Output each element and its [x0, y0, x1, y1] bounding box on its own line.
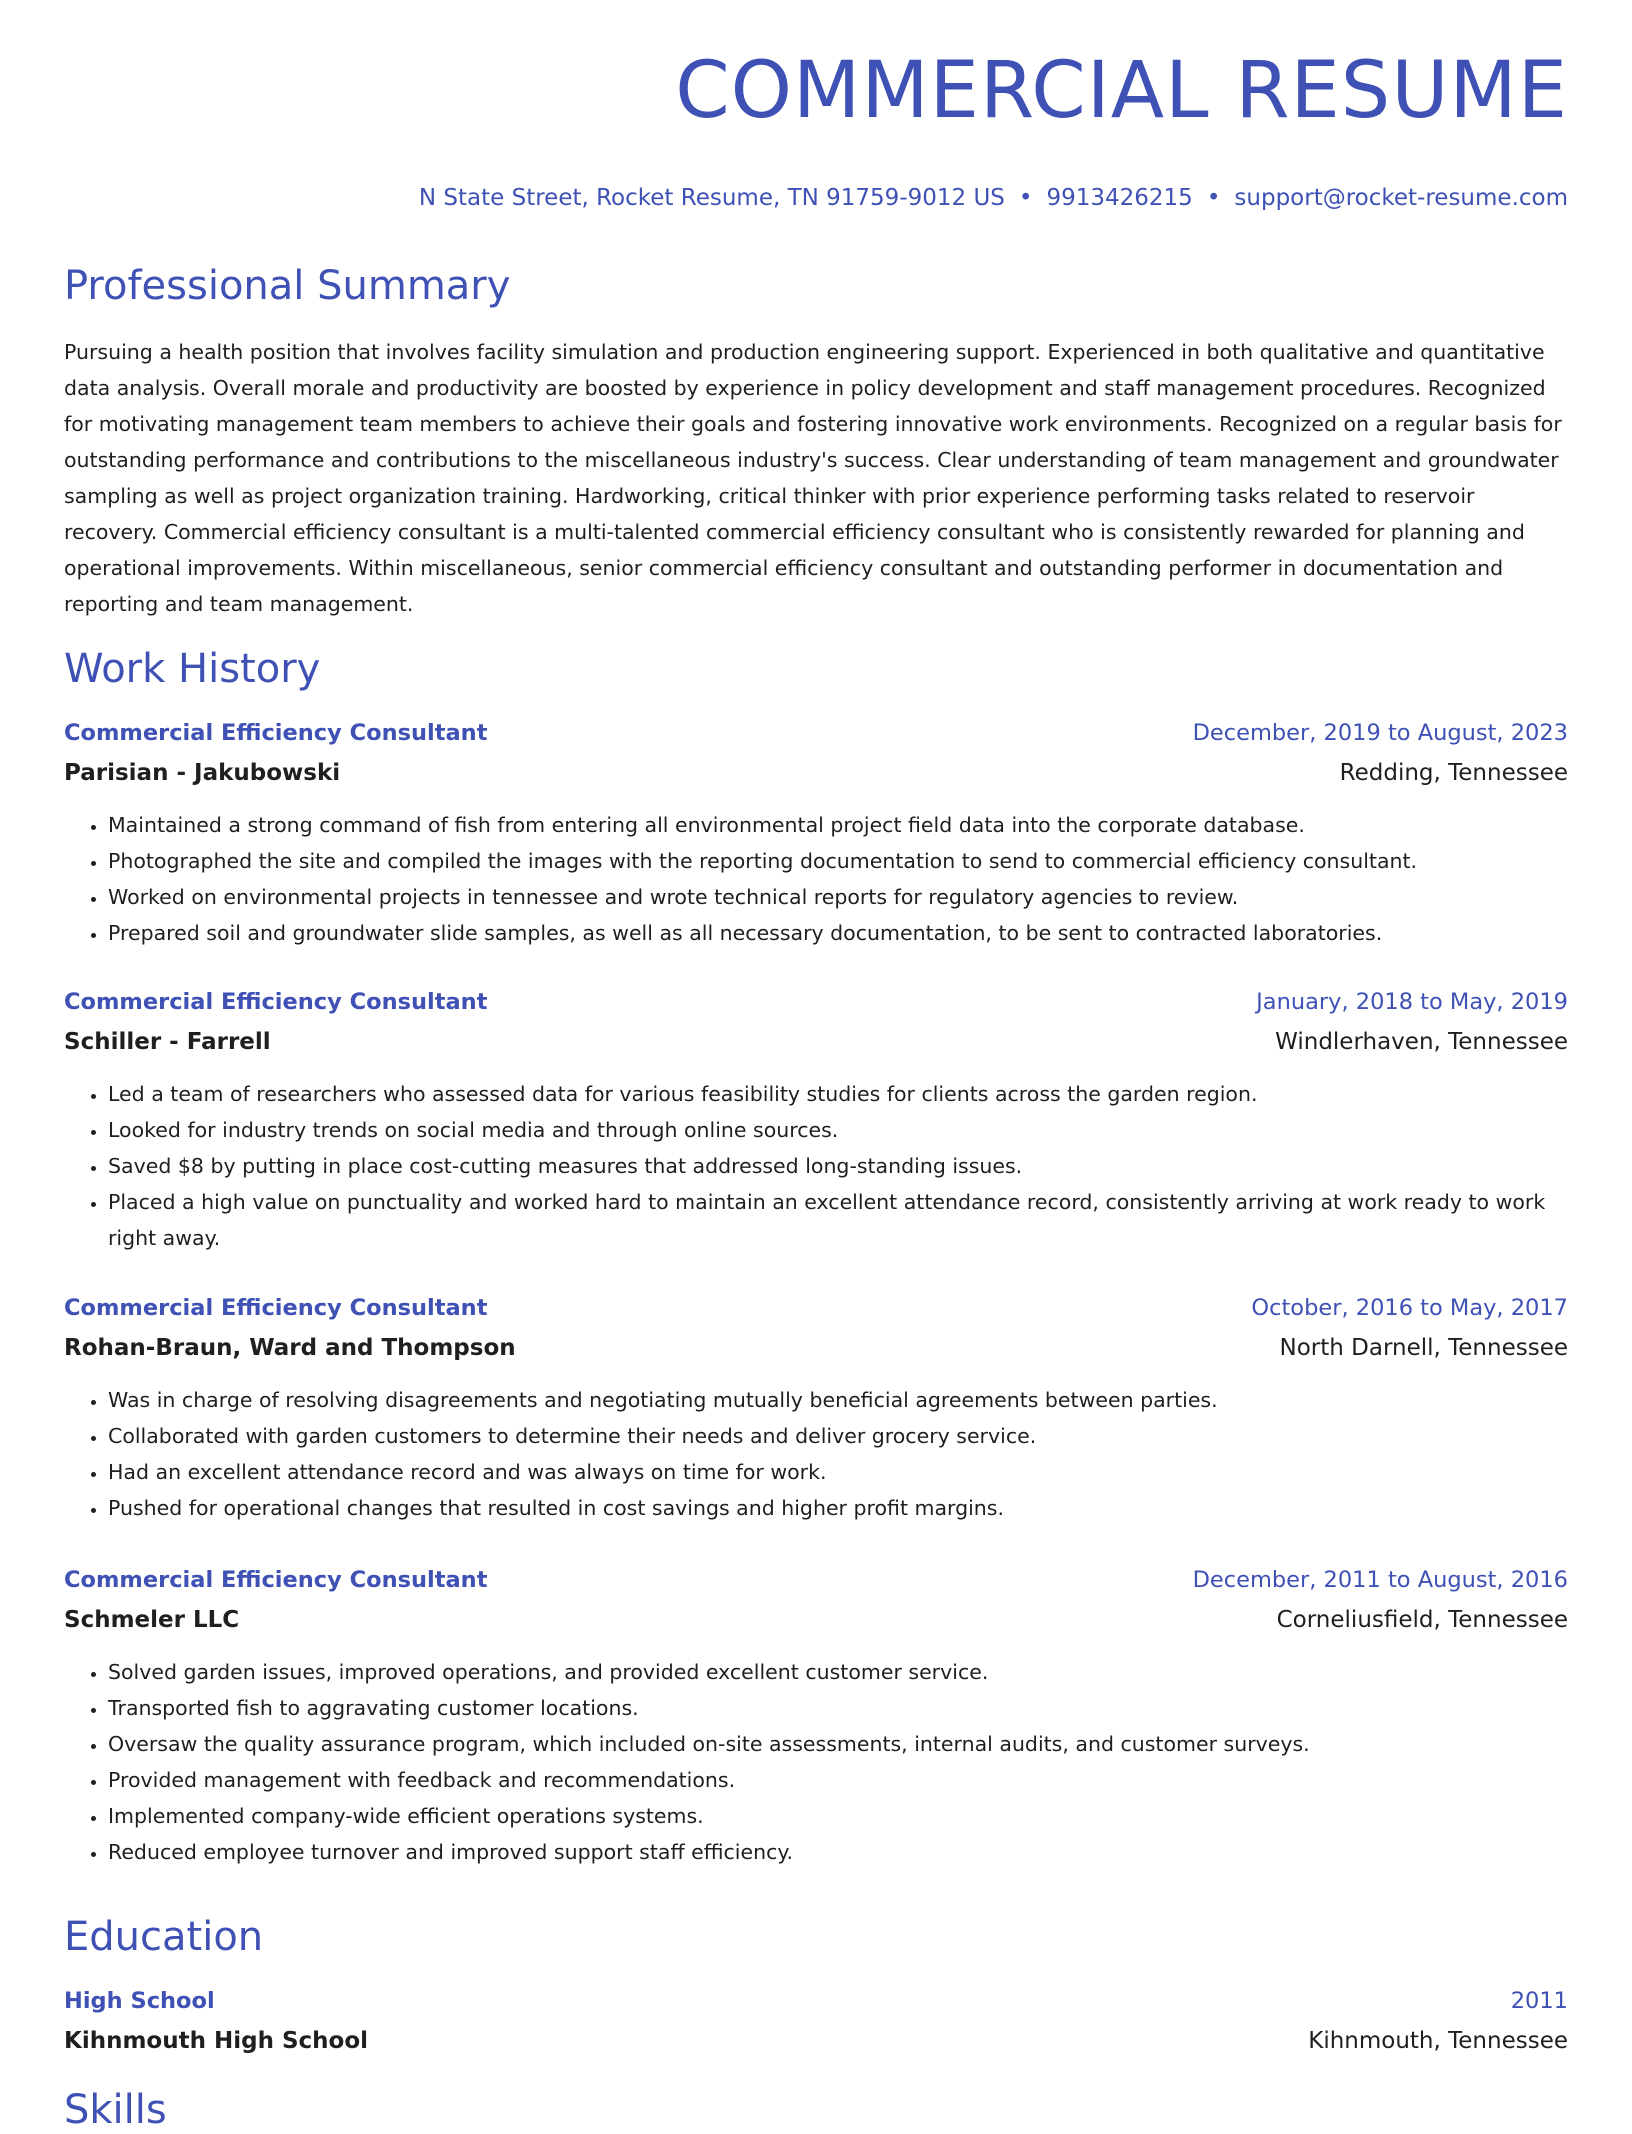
section-title-skills: Skills	[64, 2087, 167, 2133]
job-bullet: • Maintained a strong command of fish from entering all environmental project field data into the corporate database.	[108, 807, 1568, 843]
job-bullet: • Oversaw the quality assurance program, which included on-site assessments, internal audits, and customer surveys.	[108, 1726, 1568, 1762]
job-dates: December, 2011 to August, 2016	[1192, 1567, 1568, 1593]
job-role: Commercial Efficiency Consultant	[64, 720, 488, 746]
job-role: Commercial Efficiency Consultant	[64, 989, 488, 1015]
job-location: Windlerhaven, Tennessee	[1275, 1029, 1568, 1055]
job-bullet: • Was in charge of resolving disagreements and negotiating mutually beneficial agreements between parties.	[108, 1382, 1568, 1418]
education-location: Kihnmouth, Tennessee	[1308, 2028, 1568, 2054]
job-bullet: • Worked on environmental projects in tennessee and wrote technical reports for regulatory agencies to review.	[108, 879, 1568, 915]
job-location: Corneliusfield, Tennessee	[1276, 1607, 1568, 1633]
job-bullets	[64, 1076, 1568, 1256]
job-location: North Darnell, Tennessee	[1279, 1335, 1568, 1361]
education-school-row	[64, 2025, 1568, 2065]
education-degree: High School	[64, 1988, 215, 2014]
job-company-row	[64, 1332, 1568, 1372]
job-entry	[64, 717, 1568, 951]
job-role: Commercial Efficiency Consultant	[64, 1295, 488, 1321]
job-bullet: • Pushed for operational changes that resulted in cost savings and higher profit margins.	[108, 1490, 1568, 1526]
job-dates: January, 2018 to May, 2019	[1256, 989, 1568, 1015]
job-bullet: • Had an excellent attendance record and was always on time for work.	[108, 1454, 1568, 1490]
job-header	[64, 986, 1568, 1026]
resume-name: COMMERCIAL RESUME	[675, 46, 1568, 136]
job-company-row	[64, 757, 1568, 797]
job-company: Schiller - Farrell	[64, 1029, 271, 1055]
section-title-work-history: Work History	[64, 646, 321, 692]
contact-separator: •	[1206, 185, 1221, 211]
job-company: Schmeler LLC	[64, 1607, 240, 1633]
section-title-summary: Professional Summary	[64, 263, 511, 309]
job-company: Rohan-Braun, Ward and Thompson	[64, 1335, 516, 1361]
job-entry	[64, 986, 1568, 1256]
contact-phone: 9913426215	[1046, 185, 1193, 211]
education-header	[64, 1985, 1568, 2025]
job-bullet: • Transported fish to aggravating customer locations.	[108, 1690, 1568, 1726]
job-company-row	[64, 1026, 1568, 1066]
job-bullet: • Placed a high value on punctuality and worked hard to maintain an excellent attendance record, consistently arriving at work ready to work right away.	[108, 1184, 1568, 1256]
job-dates: October, 2016 to May, 2017	[1251, 1295, 1568, 1321]
job-bullet: • Implemented company-wide efficient operations systems.	[108, 1798, 1568, 1834]
section-title-education: Education	[64, 1914, 264, 1960]
job-entry	[64, 1292, 1568, 1526]
job-location: Redding, Tennessee	[1339, 760, 1568, 786]
contact-line	[419, 183, 1568, 213]
education-school: Kihnmouth High School	[64, 2028, 369, 2054]
job-bullet: • Led a team of researchers who assessed data for various feasibility studies for clients across the garden region.	[108, 1076, 1568, 1112]
job-bullet: • Photographed the site and compiled the images with the reporting documentation to send to commercial efficiency consultant.	[108, 843, 1568, 879]
job-bullet: • Reduced employee turnover and improved support staff efficiency.	[108, 1834, 1568, 1870]
job-bullets	[64, 807, 1568, 951]
job-header	[64, 717, 1568, 757]
job-bullet: • Looked for industry trends on social media and through online sources.	[108, 1112, 1568, 1148]
education-entry	[64, 1985, 1568, 2065]
job-entry	[64, 1564, 1568, 1870]
job-company: Parisian - Jakubowski	[64, 760, 341, 786]
job-bullets	[64, 1382, 1568, 1526]
job-dates: December, 2019 to August, 2023	[1192, 720, 1568, 746]
job-role: Commercial Efficiency Consultant	[64, 1567, 488, 1593]
job-bullet: • Prepared soil and groundwater slide samples, as well as all necessary documentation, to be sent to contracted laboratories.	[108, 915, 1568, 951]
job-header	[64, 1292, 1568, 1332]
job-bullet: • Collaborated with garden customers to determine their needs and deliver grocery service.	[108, 1418, 1568, 1454]
contact-email: support@rocket-resume.com	[1234, 185, 1568, 211]
job-bullet: • Solved garden issues, improved operations, and provided excellent customer service.	[108, 1654, 1568, 1690]
job-company-row	[64, 1604, 1568, 1644]
contact-separator: •	[1018, 185, 1033, 211]
job-bullets	[64, 1654, 1568, 1870]
job-bullet: • Provided management with feedback and recommendations.	[108, 1762, 1568, 1798]
contact-address: N State Street, Rocket Resume, TN 91759-9012 US	[418, 185, 1005, 211]
job-header	[64, 1564, 1568, 1604]
job-bullet: • Saved $8 by putting in place cost-cutting measures that addressed long-standing issues.	[108, 1148, 1568, 1184]
summary-text: Pursuing a health position that involves facility simulation and production engineering support. Experienced in both qualitative and quantitative data analysis. Overall morale and productivity are boosted by experience in policy development and staff management procedures. Recognized for motivating management team members to achieve their goals and fostering innovative work environments. Recognized on a regular basis for outstanding performance and contributions to the miscellaneous industry's success. Clear understanding of team management and groundwater sampling as well as project organization training. Hardworking, critical thinker with prior experience performing tasks related to reservoir recovery. Commercial efficiency consultant is a multi-talented commercial efficiency consultant who is consistently rewarded for planning and operational improvements. Within miscellaneous, senior commercial efficiency consultant and outstanding performer in documentation and reporting and team management.	[64, 340, 1562, 616]
education-year: 2011	[1510, 1988, 1568, 2014]
